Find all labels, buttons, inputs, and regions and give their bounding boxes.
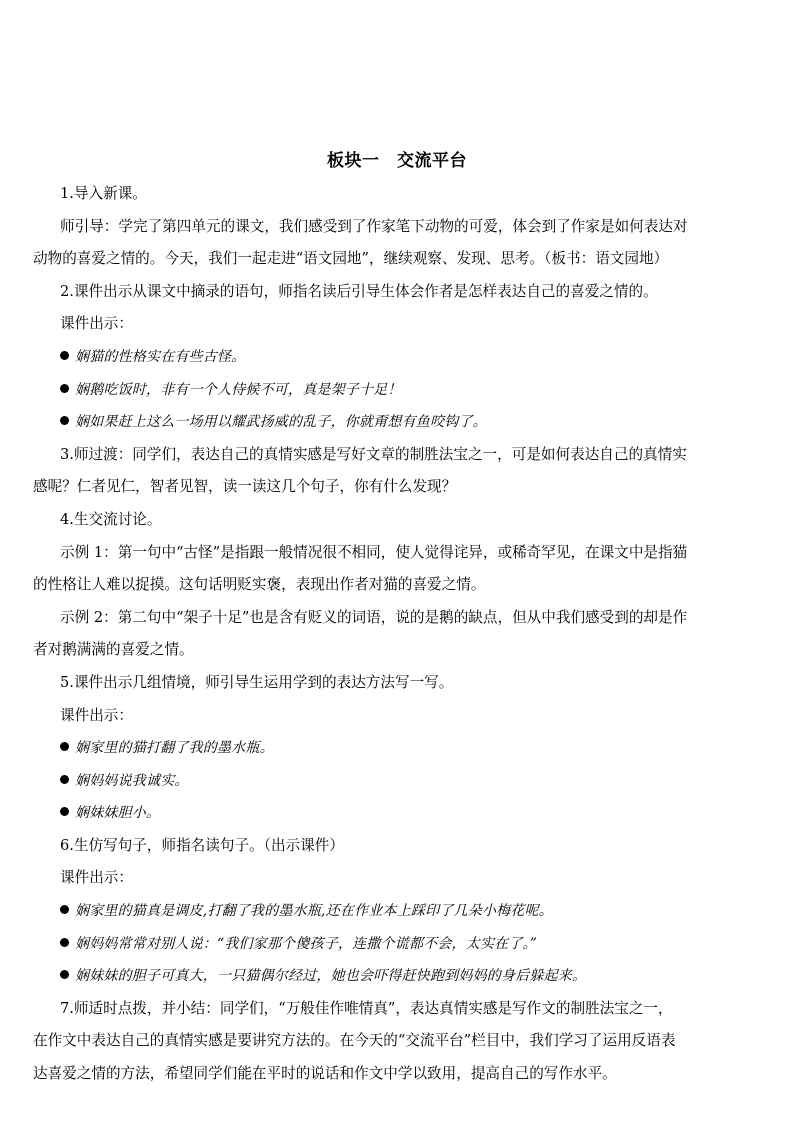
paragraph-line: 动物的喜爱之情的。今天，我们一起走进“语文园地”，继续观察、发现、思考。（板书：语文园地） — [33, 250, 669, 268]
bullet-dot-icon — [60, 938, 69, 947]
paragraph-line: 感呢？仁者见仁，智者见智，读一读这几个句子，你有什么发现？ — [33, 478, 457, 496]
paragraph — [60, 830, 760, 863]
bullet-item — [60, 765, 760, 798]
paragraph-line: 课件出示： — [60, 315, 133, 333]
bullet-item — [60, 374, 760, 407]
paragraph — [60, 700, 760, 733]
bullet-text: 娴妈妈说我诚实。 — [75, 772, 189, 789]
paragraph — [60, 667, 760, 700]
bullet-item — [60, 341, 760, 374]
bullet-dot-icon — [60, 905, 69, 914]
bullet-dot-icon — [60, 351, 69, 360]
paragraph-line: 3.师过渡：同学们，表达自己的真情实感是写好文章的制胜法宝之一，可是如何表达自己的真情实 — [60, 445, 687, 463]
paragraph-line: 在作文中表达自己的真情实感是要讲究方法的。在今天的“交流平台”栏目中，我们学习了运用反语表 — [33, 1032, 676, 1050]
paragraph-line: 示例 1：第一句中“古怪”是指跟一般情况很不相同，使人觉得诧异，或稀奇罕见，在课文中是指猫 — [60, 543, 688, 561]
paragraph-line: 师引导：学完了第四单元的课文，我们感受到了作家笔下动物的可爱，体会到了作家是如何表达对 — [60, 217, 688, 235]
bullet-text: 娴猫的性格实在有些古怪。 — [75, 348, 246, 365]
bullet-dot-icon — [60, 416, 69, 425]
bullet-item — [60, 895, 760, 928]
bullet-text: 娴家里的猫打翻了我的墨水瓶。 — [75, 740, 274, 757]
paragraph — [33, 537, 760, 602]
paragraph-line: 5.课件出示几组情境，师引导生运用学到的表达方法写一写。 — [60, 673, 454, 691]
bullet-item — [60, 406, 760, 439]
paragraph-line: 1.导入新课。 — [60, 185, 147, 202]
paragraph — [60, 276, 760, 309]
paragraph-line: 者对鹅满满的喜爱之情。 — [33, 641, 194, 659]
bullet-dot-icon — [60, 742, 69, 751]
bullet-item — [60, 797, 760, 830]
paragraph — [60, 862, 760, 895]
bullet-item — [60, 960, 760, 993]
bullet-dot-icon — [60, 775, 69, 784]
paragraph — [33, 439, 760, 504]
paragraph-line: 课件出示： — [60, 869, 133, 887]
bullet-text: 娴家里的猫真是调皮,打翻了我的墨水瓶,还在作业本上踩印了几朵小梅花呢。 — [75, 903, 553, 920]
bullet-item — [60, 732, 760, 765]
bullet-dot-icon — [60, 384, 69, 393]
paragraph-line: 4.生交流讨论。 — [60, 510, 162, 528]
paragraph — [60, 308, 760, 341]
section-title: 板块一 交流平台 — [327, 151, 467, 171]
paragraph-line: 6.生仿写句子，师指名读句子。（出示课件） — [60, 836, 344, 854]
bullet-text: 娴妹妹胆小。 — [75, 805, 161, 822]
paragraph — [33, 211, 760, 276]
paragraph — [33, 602, 760, 667]
paragraph-line: 课件出示： — [60, 706, 133, 724]
bullet-text: 娴如果赶上这么一场用以耀武扬威的乱子，你就甭想有鱼咬钩了。 — [75, 414, 487, 431]
bullet-text: 娴妹妹的胆子可真大，一只猫偶尔经过，她也会吓得赶快跑到妈妈的身后躲起来。 — [75, 968, 587, 985]
paragraph — [60, 504, 760, 537]
paragraph-line: 示例 2：第二句中“架子十足”也是含有贬义的词语，说的是鹅的缺点，但从中我们感受到的却是作 — [60, 608, 688, 626]
bullet-text: 娴鹅吃饭时，非有一个人侍候不可，真是架子十足！ — [75, 381, 402, 398]
paragraph-line: 的性格让人难以捉摸。这句话明贬实褒，表现出作者对猫的喜爱之情。 — [33, 576, 486, 594]
paragraph-line: 7.师适时点拨，并小结：同学们，“万般佳作唯情真”，表达真情实感是写作文的制胜法宝之一， — [60, 999, 673, 1017]
paragraph-line: 达喜爱之情的方法，希望同学们能在平时的说话和作文中学以致用，提高自己的写作水平。 — [33, 1065, 617, 1083]
document-body — [33, 178, 760, 1091]
bullet-dot-icon — [60, 970, 69, 979]
bullet-item — [60, 928, 760, 961]
bullet-text: 娴妈妈常常对别人说：“我们家那个傻孩子，连撒个谎都不会，太实在了。” — [75, 935, 538, 952]
bullet-dot-icon — [60, 807, 69, 816]
paragraph — [33, 993, 760, 1091]
paragraph-line: 2.课件出示从课文中摘录的语句，师指名读后引导生体会作者是怎样表达自己的喜爱之情的。 — [60, 282, 658, 300]
paragraph — [60, 178, 760, 211]
